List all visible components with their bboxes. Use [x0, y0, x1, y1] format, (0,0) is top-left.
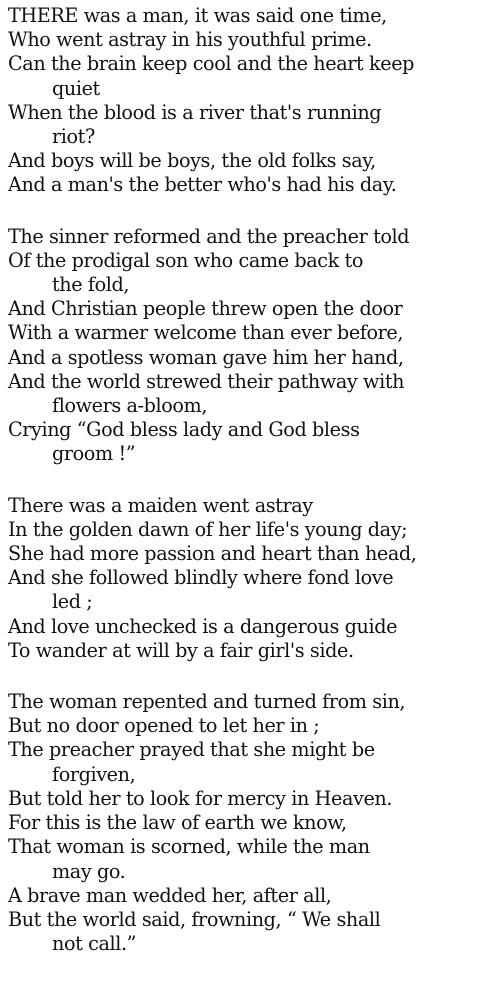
poem-line: That woman is scorned, while the man	[8, 835, 370, 859]
poem-line: To wander at will by a fair girl's side.	[8, 638, 354, 662]
poem-line-continuation: groom !”	[52, 442, 136, 466]
poem-line: But told her to look for mercy in Heaven.	[8, 786, 393, 810]
stanza-1	[8, 4, 490, 198]
poem-line: The sinner reformed and the preacher told	[8, 224, 410, 248]
poem-line: But no door opened to let her in ;	[8, 714, 320, 738]
poem-line-continuation: led ;	[52, 590, 93, 614]
poem-line: And love unchecked is a dangerous guide	[8, 614, 398, 638]
poem-line: THERE was a man, it was said one time,	[8, 4, 387, 27]
poem-line: And Christian people threw open the door	[8, 297, 403, 321]
poem-line: Of the prodigal son who came back to	[8, 248, 364, 272]
poem-line-continuation: quiet	[52, 76, 100, 100]
poem-line-continuation: the fold,	[52, 273, 130, 297]
poem-line: She had more passion and heart than head,	[8, 542, 417, 566]
poem-line: With a warmer welcome than ever before,	[8, 321, 404, 345]
poem-line-continuation: flowers a-bloom,	[52, 394, 208, 418]
stanza-4	[8, 690, 490, 956]
poem-line: There was a maiden went astray	[8, 493, 313, 517]
poem-line: And she followed blindly where fond love	[8, 566, 394, 590]
poem-line: In the golden dawn of her life's young day;	[8, 517, 408, 541]
poem-line: A brave man wedded her, after all,	[8, 883, 332, 907]
poem-line: Crying “God bless lady and God bless	[8, 418, 360, 442]
poem-body	[8, 4, 490, 956]
poem-line: And boys will be boys, the old folks say,	[8, 149, 376, 173]
poem-line: And a spotless woman gave him her hand,	[8, 345, 404, 369]
poem-line: When the blood is a river that's running	[8, 100, 382, 124]
poem-line-continuation: may go.	[52, 859, 126, 883]
poem-line-continuation: not call.”	[52, 932, 137, 956]
poem-line: But the world said, frowning, “ We shall	[8, 907, 381, 931]
poem-line: The woman repented and turned from sin,	[8, 690, 406, 714]
poem-line: And a man's the better who's had his day.	[8, 173, 397, 197]
poem-line: Who went astray in his youthful prime.	[8, 28, 372, 52]
stanza-3	[8, 494, 490, 663]
poem-line: For this is the law of earth we know,	[8, 811, 347, 835]
poem-line-continuation: riot?	[52, 125, 95, 149]
poem-line-continuation: forgiven,	[52, 762, 136, 786]
poem-line: The preacher prayed that she might be	[8, 738, 375, 762]
stanza-2	[8, 225, 490, 467]
poem-line: Can the brain keep cool and the heart keep	[8, 52, 415, 76]
poem-line: And the world strewed their pathway with	[8, 369, 405, 393]
